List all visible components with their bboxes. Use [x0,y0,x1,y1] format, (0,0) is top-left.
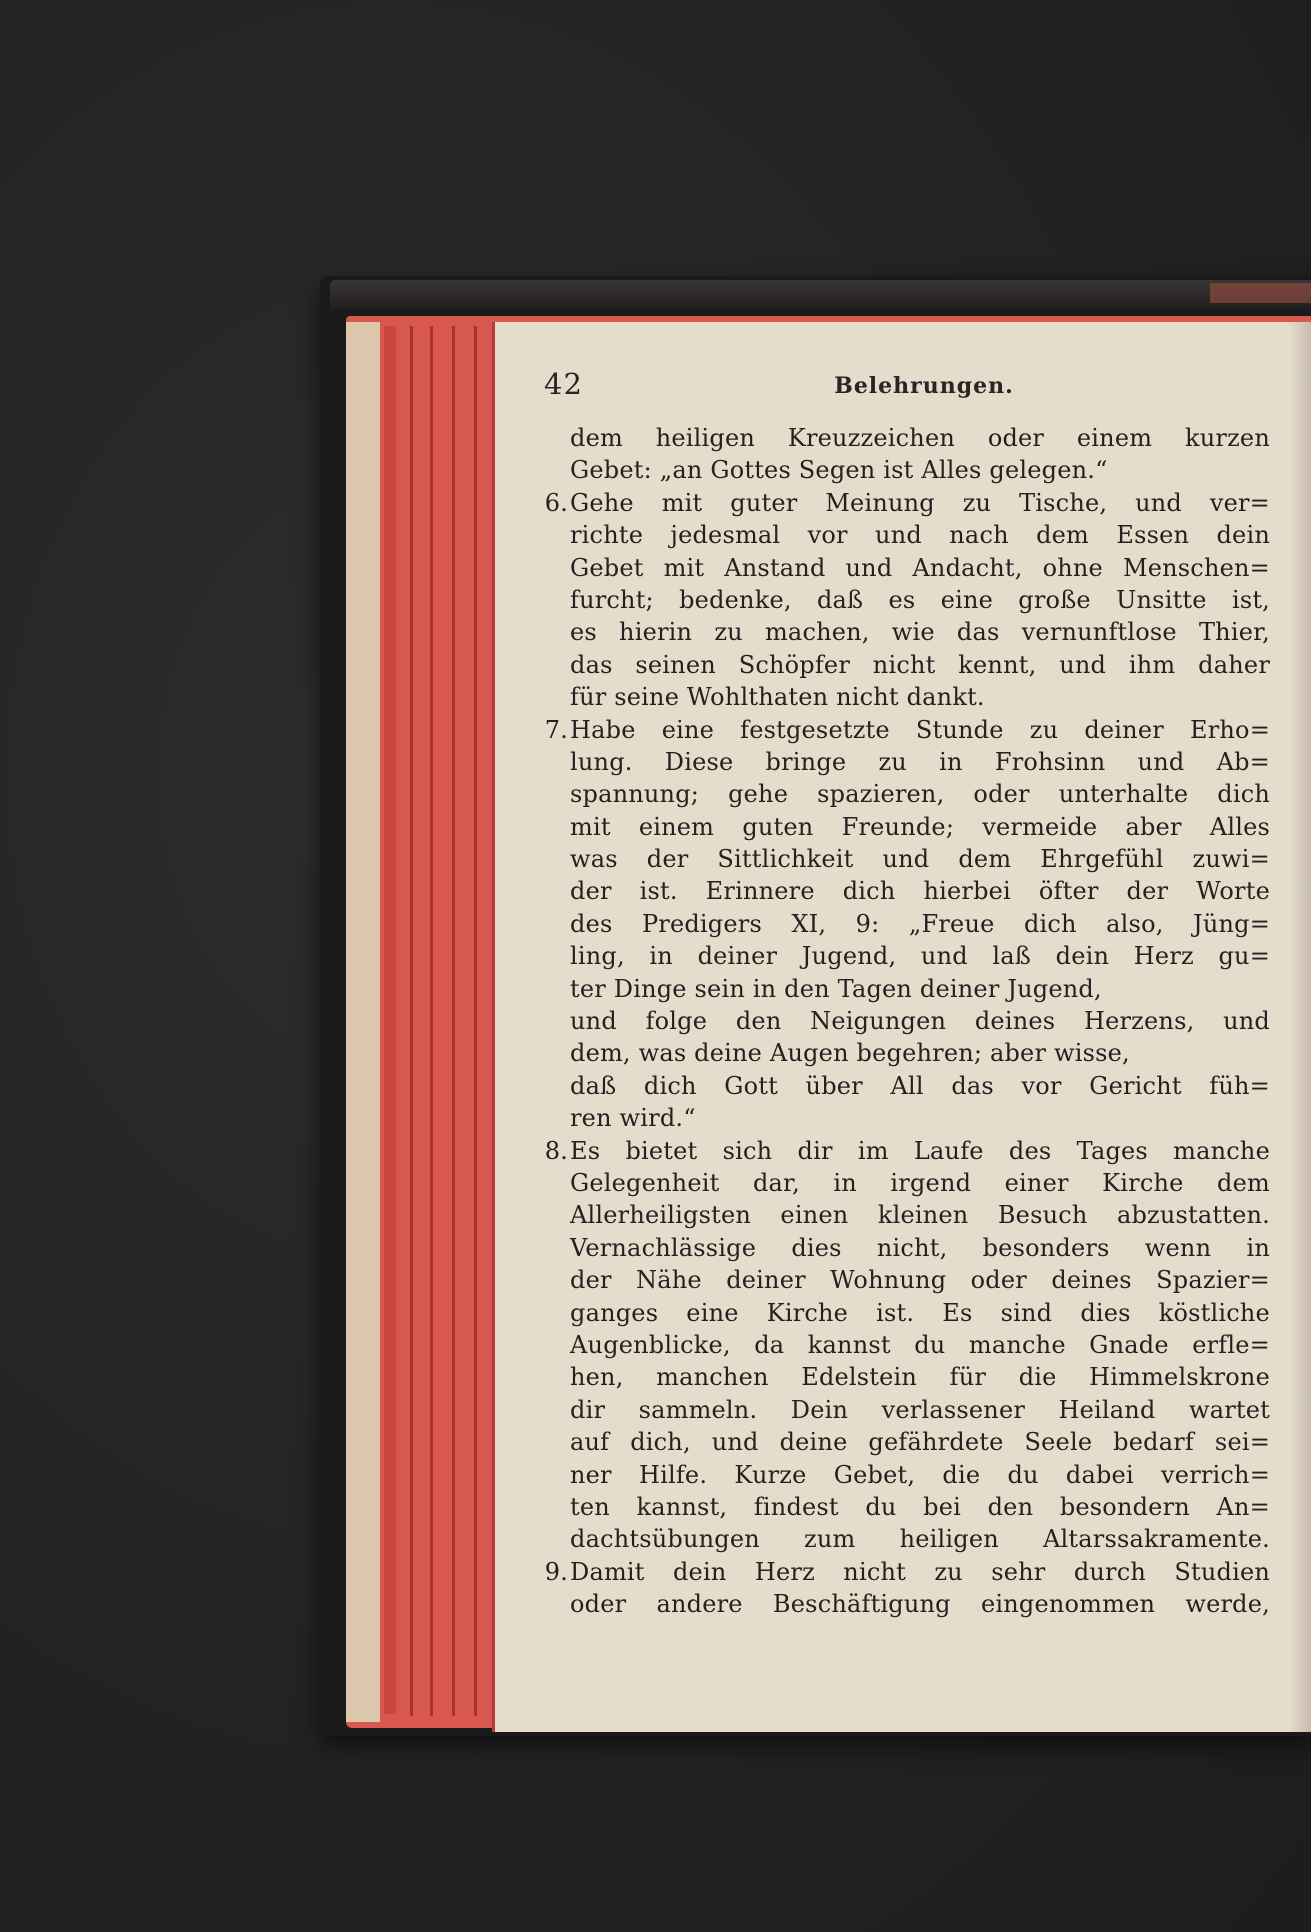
line-text: dem heiligen Kreuzzeichen oder einem kurzen [570,424,1270,452]
text-line [570,422,1280,454]
text-line [570,1102,1280,1134]
line-text: mit einem guten Freunde; vermeide aber Alles [570,812,1270,841]
line-text: Gehe mit guter Meinung zu Tische, und ver= [570,488,1270,517]
text-line [570,552,1280,584]
text-line [570,811,1280,843]
line-text: ter Dinge sein in den Tagen deiner Jugend, [570,974,1102,1003]
text-line [570,1491,1280,1523]
text-line [570,1005,1280,1037]
text-line [570,908,1280,940]
line-text: ten kannst, findest du bei den besondern An= [570,1492,1270,1521]
text-line [570,1232,1280,1264]
text-line [570,1167,1280,1199]
body-text [544,422,1280,1620]
line-text: Gebet mit Anstand und Andacht, ohne Menschen= [570,553,1270,582]
text-line [570,1264,1280,1296]
page-edge-red [384,326,396,1714]
page-gutter-shadow [1289,322,1311,1732]
line-text: dachtsübungen zum heiligen Altarssakramente. [570,1525,1271,1554]
line-text: und folge den Neigungen deines Herzens, und [570,1007,1270,1036]
text-line [570,681,1280,713]
line-text: es hierin zu machen, wie das vernunftlose Thier, [570,618,1270,647]
text-line [544,1135,1280,1167]
book-cover-top-edge [330,280,1311,310]
text-line [570,1459,1280,1491]
text-line [570,519,1280,551]
text-line [570,940,1280,972]
page-edge-worn [346,322,380,1722]
line-text: Es bietet sich dir im Laufe des Tages manche [570,1136,1270,1165]
page-header-title: Belehrungen. [834,373,1014,399]
line-text: das seinen Schöpfer nicht kennt, und ihm daher [570,650,1270,679]
text-line [570,746,1280,778]
line-text: richte jedesmal vor und nach dem Essen dein [570,521,1270,550]
line-text: oder andere Beschäftigung eingenommen werde, [570,1590,1270,1619]
line-text: Gelegenheit dar, in irgend einer Kirche dem [570,1168,1270,1197]
text-line [570,1426,1280,1458]
text-line [570,584,1280,616]
line-text: daß dich Gott über All das vor Gericht füh= [570,1071,1270,1100]
text-line [570,1199,1280,1231]
line-text: ling, in deiner Jugend, und laß dein Herz gu= [570,942,1271,971]
page-edge-line [474,326,477,1716]
text-line [570,1361,1280,1393]
line-text: was der Sittlichkeit und dem Ehrgefühl zuwi= [570,845,1270,874]
page-edge-line [430,326,433,1716]
line-text: furcht; bedenke, daß es eine große Unsitte ist, [570,585,1271,614]
line-text: spannung; gehe spazieren, oder unterhalte dich [570,780,1271,809]
line-text: Gebet: „an Gottes Segen ist Alles gelegen.“ [570,456,1108,485]
line-text: dir sammeln. Dein verlassener Heiland wartet [570,1395,1271,1424]
line-text: für seine Wohlthaten nicht dankt. [570,683,985,712]
line-text: hen, manchen Edelstein für die Himmelskrone [570,1363,1270,1392]
page-edge-line [452,326,455,1716]
text-line [570,875,1280,907]
line-text: dem, was deine Augen begehren; aber wisse, [570,1039,1130,1068]
text-line [570,843,1280,875]
running-head [544,367,1264,407]
item-number: 7. [544,715,568,744]
line-text: des Predigers XI, 9: „Freue dich also, Jüng= [570,909,1271,938]
page-edge-line [410,326,413,1716]
line-text: der Nähe deiner Wohnung oder deines Spazier= [570,1266,1270,1295]
text-line [570,973,1280,1005]
text-line [570,1588,1280,1620]
line-text: ren wird.“ [570,1104,696,1133]
text-line [570,616,1280,648]
line-text: lung. Diese bringe zu in Frohsinn und Ab= [570,747,1270,776]
line-text: auf dich, und deine gefährdete Seele bedarf sei= [570,1428,1271,1457]
text-line [544,1556,1280,1588]
book-spine-edge [1210,283,1311,303]
line-text: ganges eine Kirche ist. Es sind dies köstliche [570,1298,1270,1327]
text-line [570,1394,1280,1426]
text-line [570,1070,1280,1102]
text-line [570,1523,1280,1555]
text-line [570,1329,1280,1361]
text-line [570,649,1280,681]
line-text: Vernachlässige dies nicht, besonders wenn in [570,1233,1270,1262]
item-number: 9. [544,1557,568,1586]
text-line [570,1037,1280,1069]
line-text: der ist. Erinnere dich hierbei öfter der Worte [570,877,1270,906]
line-text: Augenblicke, da kannst du manche Gnade erfle= [570,1330,1270,1359]
text-line [570,454,1280,486]
item-number: 6. [544,488,568,517]
line-text: Habe eine festgesetzte Stunde zu deiner Erho= [570,715,1270,744]
line-text: Allerheiligsten einen kleinen Besuch abzustatten. [570,1201,1270,1230]
line-text: Damit dein Herz nicht zu sehr durch Studien [570,1557,1271,1586]
text-line [570,1297,1280,1329]
text-line [570,778,1280,810]
page-number: 42 [544,367,583,401]
text-line [544,714,1280,746]
item-number: 8. [544,1136,568,1165]
line-text: ner Hilfe. Kurze Gebet, die du dabei verrich= [570,1460,1271,1489]
text-line [544,487,1280,519]
